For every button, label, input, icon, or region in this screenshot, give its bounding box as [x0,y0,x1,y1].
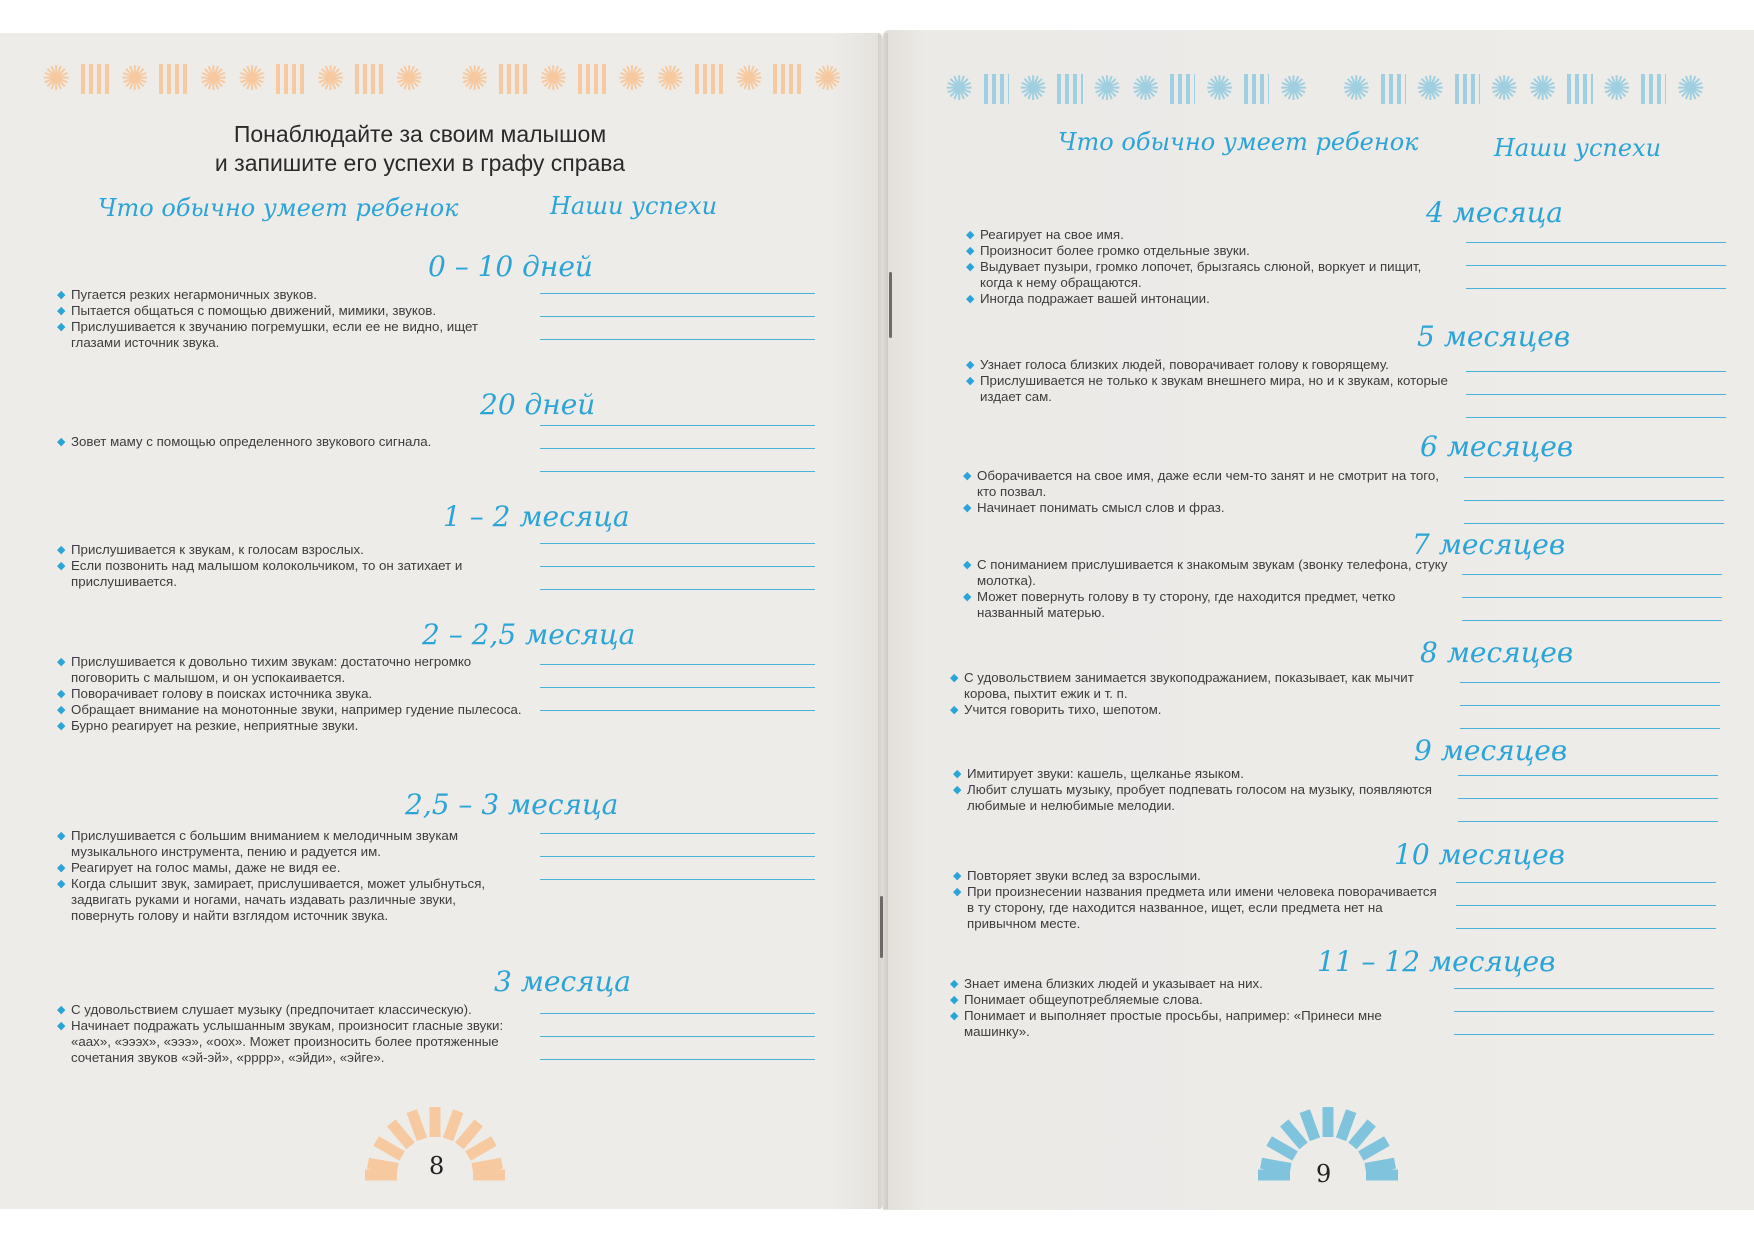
column-header-skills: Что обычно умеет ребенок [1058,128,1419,156]
diamond-bullet-icon: ◆ [966,359,975,371]
milestone-text: Любит слушать музыку, пробует подпевать голосом на музыку, появляются любимые и нелюбимые мелодии. [967,782,1432,813]
sun-ornament-icon: ✺ [1018,72,1048,106]
milestone-text: Имитирует звуки: кашель, щелканье языком. [967,766,1244,781]
column-header-progress: Наши успехи [550,192,718,220]
diamond-bullet-icon: ◆ [953,886,962,898]
milestone-item [953,884,1441,932]
bars-ornament-icon [984,74,1009,104]
bars-ornament-icon [159,64,189,94]
milestone-item [953,766,1441,782]
writing-line[interactable] [540,879,815,880]
sun-ray [1365,1163,1395,1168]
age-heading: 7 месяцев [1412,528,1566,561]
writing-line[interactable] [540,1059,815,1060]
sun-ornament-icon: ✺ [1279,72,1308,106]
sun-ray [468,1141,494,1156]
writing-line[interactable] [540,471,815,472]
sun-ray [1284,1123,1303,1146]
diamond-bullet-icon: ◆ [966,229,975,241]
milestone-item [963,557,1451,589]
age-heading: 10 месяцев [1394,838,1565,871]
sun-ornament-icon: ✺ [813,62,842,96]
milestone-item [966,243,1454,259]
diamond-bullet-icon: ◆ [57,560,66,572]
age-heading: 9 месяцев [1414,734,1568,767]
writing-line[interactable] [1460,705,1720,706]
sun-ornament-icon: ✺ [120,62,150,96]
milestone-list [57,654,522,734]
milestone-item [57,860,522,876]
writing-line[interactable] [1466,265,1726,266]
sun-ornament-icon: ✺ [1416,72,1445,106]
milestone-list [953,766,1441,814]
writing-line[interactable] [1454,1034,1714,1035]
diamond-bullet-icon: ◆ [950,704,959,716]
progress-writing-lines[interactable] [540,1013,815,1082]
milestone-text: Зовет маму с помощью определенного звукового сигнала. [71,434,432,449]
milestone-text: С удовольствием занимается звукоподражанием, показывает, как мычит корова, пыхтит ежик и т. п. [964,670,1414,701]
milestone-list [966,357,1454,405]
sun-ornament-icon: ✺ [1490,72,1519,106]
sun-ornament-icon: ✺ [539,62,568,96]
diamond-bullet-icon: ◆ [57,1004,66,1016]
milestone-text: Выдувает пузыри, громко лопочет, брызгаясь слюной, воркует и пищит, когда к нему обращаются. [980,259,1422,290]
bars-ornament-icon [1567,74,1592,104]
diamond-bullet-icon: ◆ [57,862,66,874]
milestone-item [57,303,522,319]
milestone-text: Может повернуть голову в ту сторону, где находится предмет, четко названный матерью. [977,589,1396,620]
writing-line[interactable] [1458,798,1718,799]
milestone-item [57,686,522,702]
writing-line[interactable] [1466,394,1726,395]
milestone-item [966,259,1454,291]
milestone-item [963,500,1451,516]
book-spine [878,33,888,1209]
diamond-bullet-icon: ◆ [963,470,972,482]
sun-ray [1305,1111,1315,1139]
writing-line[interactable] [1456,905,1716,906]
writing-line[interactable] [540,566,815,567]
decorative-border-left [42,62,842,96]
milestone-list [963,557,1451,621]
sun-ornament-icon: ✺ [395,62,424,96]
milestone-text: С пониманием прислушивается к знакомым звукам (звонку телефона, стуку молотка). [977,557,1448,588]
milestone-list [963,468,1451,516]
sun-ornament-icon: ✺ [1676,72,1705,106]
milestone-text: Прислушивается не только к звукам внешнего мира, но и к звукам, которые издает сам. [980,373,1448,404]
age-heading: 1 – 2 месяца [443,500,630,533]
diamond-bullet-icon: ◆ [950,1010,959,1022]
milestone-item [57,718,522,734]
sun-decoration-left [360,1095,510,1205]
diamond-bullet-icon: ◆ [950,978,959,990]
sun-ray [391,1123,410,1146]
milestone-item [57,828,522,860]
writing-line[interactable] [540,448,815,449]
page-heading-line2: и запишите его успехи в графу справа [214,150,626,176]
writing-line[interactable] [540,293,815,294]
milestone-text: Повторяет звуки вслед за взрослыми. [967,868,1201,883]
writing-line[interactable] [1464,523,1724,524]
progress-writing-lines[interactable] [1466,242,1726,311]
diamond-bullet-icon: ◆ [57,436,66,448]
milestone-list [57,434,522,450]
sun-ornament-icon: ✺ [1342,72,1371,106]
column-header-skills: Что обычно умеет ребенок [98,194,459,222]
sun-ray [459,1123,478,1146]
sun-ornament-icon: ✺ [656,62,685,96]
milestone-text: С удовольствием слушает музыку (предпочитает классическую). [71,1002,472,1017]
writing-line[interactable] [1456,928,1716,929]
sun-ray [376,1141,402,1156]
bars-ornament-icon [773,64,803,94]
age-heading: 11 – 12 месяцев [1317,945,1556,978]
writing-line[interactable] [540,589,815,590]
sun-ornament-icon: ✺ [945,72,974,106]
progress-writing-lines[interactable] [540,293,815,362]
diamond-bullet-icon: ◆ [950,672,959,684]
progress-writing-lines[interactable] [1454,988,1714,1057]
milestone-list [950,670,1446,718]
diamond-bullet-icon: ◆ [966,293,975,305]
sun-ornament-icon: ✺ [460,62,489,96]
age-heading: 2,5 – 3 месяца [405,788,619,821]
milestone-item [57,876,522,924]
milestone-item [950,976,1438,992]
milestone-text: Учится говорить тихо, шепотом. [964,702,1162,717]
milestone-item [57,654,522,686]
milestone-list [57,542,522,590]
writing-line[interactable] [1462,597,1722,598]
diamond-bullet-icon: ◆ [57,1020,66,1032]
milestone-item [963,468,1451,500]
milestone-item [950,702,1446,718]
sun-ornament-icon: ✺ [1602,72,1631,106]
bars-ornament-icon [1641,74,1666,104]
milestone-item [963,589,1451,621]
milestone-text: Если позвонить над малышом колокольчиком, то он затихает и прислушивается. [71,558,463,589]
milestone-item [953,782,1441,814]
decorative-border-right [945,72,1705,106]
diamond-bullet-icon: ◆ [57,321,66,333]
milestone-text: Произносит более громко отдельные звуки. [980,243,1250,258]
progress-writing-lines[interactable] [1458,775,1718,844]
writing-line[interactable] [540,710,815,711]
diamond-bullet-icon: ◆ [953,768,962,780]
diamond-bullet-icon: ◆ [57,878,66,890]
writing-line[interactable] [1464,477,1724,478]
milestone-text: Бурно реагирует на резкие, неприятные звуки. [71,718,359,733]
milestone-list [57,287,522,351]
milestone-item [950,992,1438,1008]
sun-ornament-icon: ✺ [237,62,267,96]
diamond-bullet-icon: ◆ [966,245,975,257]
staple [889,272,892,338]
milestone-item [57,434,522,450]
diamond-bullet-icon: ◆ [57,720,66,732]
bars-ornament-icon [1244,74,1269,104]
sun-ornament-icon: ✺ [316,62,345,96]
milestone-text: Реагирует на свое имя. [980,227,1124,242]
diamond-bullet-icon: ◆ [963,559,972,571]
writing-line[interactable] [540,339,815,340]
milestone-item [57,1018,512,1066]
diamond-bullet-icon: ◆ [57,289,66,301]
writing-line[interactable] [1458,775,1718,776]
writing-line[interactable] [1466,371,1726,372]
progress-writing-lines[interactable] [1456,882,1716,951]
milestone-list [953,868,1441,932]
writing-line[interactable] [1464,500,1724,501]
milestone-text: Понимает и выполняет простые просьбы, например: «Принеси мне машинку». [964,1008,1382,1039]
sun-ornament-icon: ✺ [1092,72,1122,106]
milestone-list [57,828,522,924]
milestone-text: Знает имена близких людей и указывает на них. [964,976,1263,991]
column-header-progress: Наши успехи [1494,134,1662,162]
sun-ornament-icon: ✺ [1205,72,1234,106]
diamond-bullet-icon: ◆ [57,305,66,317]
sun-ornament-icon: ✺ [1528,72,1558,106]
bars-ornament-icon [1057,74,1082,104]
diamond-bullet-icon: ◆ [966,375,975,387]
bars-ornament-icon [1170,74,1195,104]
page-number-left: 8 [429,1152,445,1180]
milestone-text: Прислушивается к довольно тихим звукам: достаточно негромко поговорить с малышом, и он успокаивается. [71,654,472,685]
bars-ornament-icon [276,64,306,94]
bars-ornament-icon [1381,74,1406,104]
writing-line[interactable] [540,856,815,857]
writing-line[interactable] [540,664,815,665]
milestone-text: При произнесении названия предмета или имени человека поворачивается в ту сторону, где находится названное, ищет, если предмета нет на привычном месте. [967,884,1437,931]
writing-line[interactable] [1462,574,1722,575]
bars-ornament-icon [1455,74,1480,104]
milestone-text: Обращает внимание на монотонные звуки, например гудение пылесоса. [71,702,522,717]
milestone-item [950,1008,1438,1040]
milestone-item [57,319,522,351]
age-heading: 5 месяцев [1417,320,1571,353]
milestone-item [950,670,1446,702]
milestone-item [57,287,522,303]
writing-line[interactable] [540,687,815,688]
writing-line[interactable] [540,316,815,317]
milestone-text: Иногда подражает вашей интонации. [980,291,1210,306]
milestone-text: Пугается резких негармоничных звуков. [71,287,317,302]
writing-line[interactable] [1458,821,1718,822]
progress-writing-lines[interactable] [540,833,815,902]
milestone-text: Оборачивается на свое имя, даже если чем-то занят и не смотрит на того, кто позвал. [977,468,1439,499]
age-heading: 6 месяцев [1420,430,1574,463]
writing-line[interactable] [1466,288,1726,289]
milestone-list [57,1002,512,1066]
writing-line[interactable] [1454,1011,1714,1012]
sun-ornament-icon: ✺ [42,62,71,96]
milestone-item [966,357,1454,373]
bars-ornament-icon [499,64,529,94]
milestone-text: Прислушивается к звукам, к голосам взрослых. [71,542,364,557]
diamond-bullet-icon: ◆ [57,544,66,556]
diamond-bullet-icon: ◆ [966,261,975,273]
diamond-bullet-icon: ◆ [953,784,962,796]
writing-line[interactable] [540,543,815,544]
milestone-list [966,227,1454,307]
milestone-text: Начинает подражать услышанным звукам, произносит гласные звуки: «аах», «эээх», «эээ», «оох». Может произносить более протяженные сочетания звуков «эй-эй», «рррр», «эйди», «эйге». [71,1018,504,1065]
sun-decoration-right [1248,1100,1408,1210]
bars-ornament-icon [695,64,725,94]
milestone-text: Когда слышит звук, замирает, прислушивается, может улыбнуться, задвигать руками и ногами, начать издавать различные звуки, повернуть голову и найти взглядом источник звука. [71,876,486,923]
milestone-list [950,976,1438,1040]
writing-line[interactable] [540,833,815,834]
diamond-bullet-icon: ◆ [950,994,959,1006]
staple [880,896,883,958]
writing-line[interactable] [1456,882,1716,883]
milestone-text: Прислушивается к звучанию погремушки, если ее не видно, ищет глазами источник звука. [71,319,479,350]
milestone-text: Начинает понимать смысл слов и фраз. [977,500,1225,515]
diamond-bullet-icon: ◆ [57,830,66,842]
progress-writing-lines[interactable] [1462,574,1722,643]
diamond-bullet-icon: ◆ [963,591,972,603]
milestone-item [57,702,522,718]
sun-ornament-icon: ✺ [199,62,228,96]
sun-ray [1361,1141,1387,1156]
sun-ray [1269,1141,1295,1156]
writing-line[interactable] [1460,728,1720,729]
diamond-bullet-icon: ◆ [57,688,66,700]
page-heading-line1: Понаблюдайте за своим малышом [233,121,607,147]
age-heading: 3 месяца [494,965,631,998]
sun-ray [1352,1123,1371,1146]
sun-ornament-icon: ✺ [734,62,764,96]
writing-line[interactable] [1462,620,1722,621]
writing-line[interactable] [1466,417,1726,418]
writing-line[interactable] [540,425,815,426]
sun-ray [1341,1111,1351,1139]
sun-ornament-icon: ✺ [617,62,647,96]
milestone-text: Понимает общеупотребляемые слова. [964,992,1203,1007]
milestone-text: Пытается общаться с помощью движений, мимики, звуков. [71,303,437,318]
milestone-item [953,868,1441,884]
milestone-item [966,291,1454,307]
diamond-bullet-icon: ◆ [57,704,66,716]
age-heading: 20 дней [480,388,596,421]
progress-writing-lines[interactable] [540,425,815,494]
writing-line[interactable] [540,1036,815,1037]
bars-ornament-icon [578,64,608,94]
milestone-item [57,558,522,590]
sun-ray [368,1163,398,1168]
sun-ornament-icon: ✺ [1131,72,1160,106]
writing-line[interactable] [1454,988,1714,989]
milestone-item [57,542,522,558]
milestone-text: Узнает голоса близких людей, поворачивает голову к говорящему. [980,357,1389,372]
writing-line[interactable] [1466,242,1726,243]
sun-ray [1261,1163,1291,1168]
milestone-item [57,1002,512,1018]
writing-line[interactable] [540,1013,815,1014]
bars-ornament-icon [81,64,111,94]
bars-ornament-icon [355,64,385,94]
progress-writing-lines[interactable] [540,664,815,733]
age-heading: 0 – 10 дней [428,250,593,283]
age-heading: 2 – 2,5 месяца [422,618,636,651]
milestone-text: Поворачивает голову в поисках источника звука. [71,686,373,701]
diamond-bullet-icon: ◆ [963,502,972,514]
page-number-right: 9 [1316,1160,1332,1188]
milestone-text: Прислушивается с большим вниманием к мелодичным звукам музыкального инструмента, пению и радуется им. [71,828,458,859]
sun-ray [412,1111,422,1139]
milestone-item [966,227,1454,243]
milestone-item [966,373,1454,405]
sun-ray [472,1163,502,1168]
sun-ray [448,1111,458,1139]
age-heading: 4 месяца [1426,196,1563,229]
page-heading [170,120,670,178]
age-heading: 8 месяцев [1420,636,1574,669]
diamond-bullet-icon: ◆ [953,870,962,882]
progress-writing-lines[interactable] [540,543,815,612]
writing-line[interactable] [1460,682,1720,683]
diamond-bullet-icon: ◆ [57,656,66,668]
milestone-text: Реагирует на голос мамы, даже не видя ее. [71,860,341,875]
